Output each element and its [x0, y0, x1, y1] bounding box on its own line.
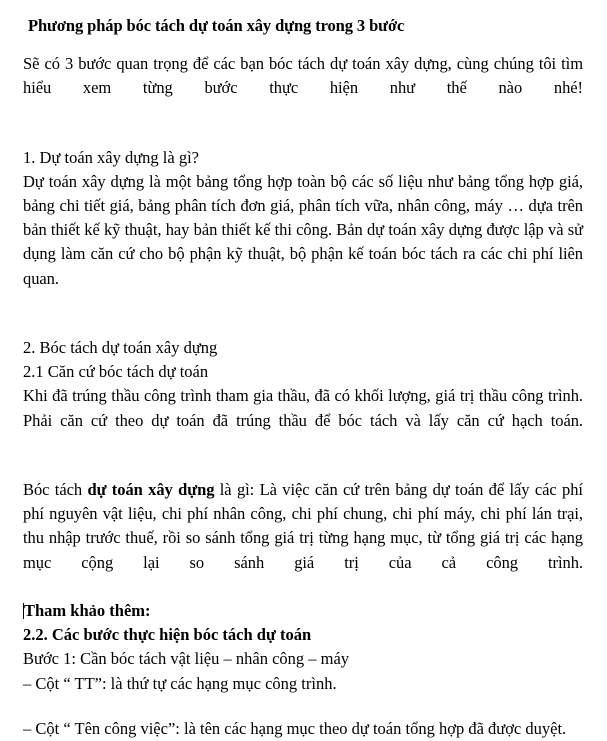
- intro-paragraph: Sẽ có 3 bước quan trọng để các bạn bóc tách dự toán xây dựng, cùng chúng tôi tìm hiểu xem từng bước thực hiện như thế nào nhé!: [23, 54, 583, 98]
- section-1-body: Dự toán xây dựng là một bảng tổng hợp toàn bộ các số liệu như bảng tổng hợp giá, bảng chi tiết giá, bảng phân tích đơn giá, phân tích vữa, nhân công, máy … dựa trên bản thiết kế kỹ thuật, hay bản thiết kế thi công. Bản dự toán xây dựng được lập và sử dụng làm căn cứ cho bộ phận kỹ thuật, bộ phận kế toán bóc tách ra các chi phí liên quan.: [23, 171, 583, 288]
- section-1-heading: 1. Dự toán xây dựng là gì?: [23, 147, 199, 167]
- step-1-line: Bước 1: Cần bóc tách vật liệu – nhân công – máy: [23, 649, 350, 669]
- section-2-1-body: Khi đã trúng thầu công trình tham gia thầu, đã có khối lượng, giá trị thầu công trình. Phải căn cứ theo dự toán đã trúng thầu để bóc tách và lấy căn cứ hạch toán.: [23, 386, 583, 430]
- section-2-heading: 2. Bóc tách dự toán xây dựng: [23, 338, 218, 358]
- section-2-1-heading: 2.1 Căn cứ bóc tách dự toán: [23, 362, 209, 382]
- definition-rest: là gì: Là việc căn cứ trên bảng dự toán để lấy các phí phí nguyên vật liệu, chi phí nhân công, chi phí chung, chi phí máy, chi phí lán trại, thu nhập trước thuế, rồi so sánh tổng giá trị từng hạng mục, từ tổng giá trị các hạng mục cộng lại so sánh giá trị của cả công trình.: [23, 480, 583, 572]
- bullet-tt-column: – Cột “ TT”: là thứ tự các hạng mục công trình.: [23, 673, 337, 693]
- see-also-label: Tham khảo thêm:: [24, 601, 151, 621]
- page-title: Phương pháp bóc tách dự toán xây dựng trong 3 bước: [28, 16, 405, 35]
- definition-bold-term: dự toán xây dựng: [87, 480, 215, 500]
- section-2-1-spacer: [23, 457, 583, 478]
- section-1-spacer: [23, 315, 583, 336]
- see-also-line: [23, 599, 583, 623]
- section-2-2-heading: 2.2. Các bước thực hiện bóc tách dự toán: [23, 625, 312, 645]
- definition-lead: Bóc tách: [23, 480, 88, 500]
- intro-spacer: [23, 125, 583, 146]
- bullet-spacer: [23, 696, 583, 717]
- title-spacer: [23, 38, 583, 52]
- definition-paragraph: [23, 478, 583, 599]
- bullet-task-name-column: – Cột “ Tên công việc”: là tên các hạng mục theo dự toán tổng hợp đã được duyệt.: [23, 718, 567, 738]
